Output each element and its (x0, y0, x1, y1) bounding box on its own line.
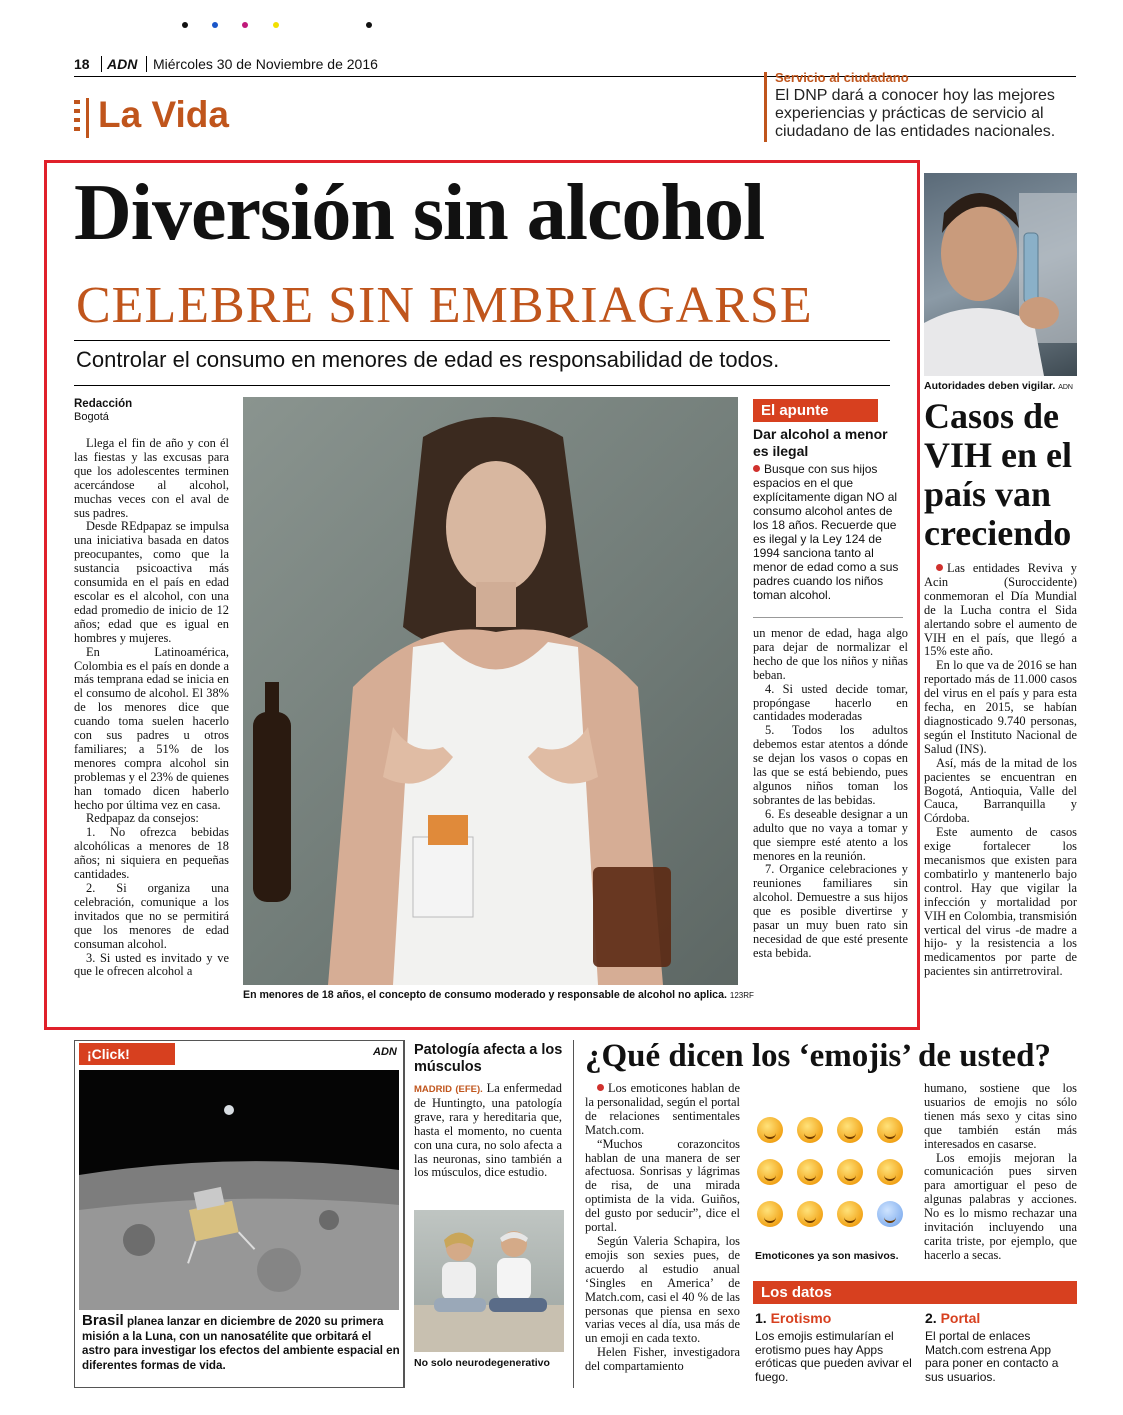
brand-logo: ADN (101, 56, 137, 72)
emoji-caption: Emoticones ya son masivos. (755, 1250, 899, 1262)
issue-date: Miércoles 30 de Noviembre de 2016 (146, 56, 378, 72)
patologia-headline: Patología afecta a los músculos (414, 1042, 563, 1075)
page-number: 18 (74, 56, 90, 72)
vih-photo (924, 173, 1077, 376)
angry-emoji-icon (797, 1201, 823, 1227)
patologia-photo-caption: No solo neurodegenerativo (414, 1357, 550, 1369)
click-text: Brasil planea lanzar en diciembre de 2020 su primera misión a la Luna, con un nanosatélite que orbitará el astro para investigar los efectos del ambiente espacial en diferentes formas de vida. (82, 1312, 400, 1372)
click-brand: ADN (373, 1046, 397, 1058)
emojis-body-col3: humano, sostiene que los usuarios de emojis no sólo tienen más sexo y citas sino que también están más interesados en casarse. Los emojis mejoran la comunicación pues sirven para amortiguar el peso de algunas palabras y acciones. No es lo mismo rechazar una invitación incluyendo una carita triste, por ejemplo, que hacerlo a secas. (924, 1081, 1077, 1262)
main-subheadline: CELEBRE SIN EMBRIAGARSE (76, 277, 813, 334)
tongue-out-emoji-icon (797, 1159, 823, 1185)
dato1-text: Los emojis estimularían el erotismo pues hay Apps eróticas que pueden avivar el fuego. (755, 1329, 912, 1384)
main-deck: Controlar el consumo en menores de edad es responsabilidad de todos. (76, 347, 780, 372)
squinting-emoji-icon (837, 1159, 863, 1185)
main-photo-caption: En menores de 18 años, el concepto de consumo moderado y responsable de alcohol no aplica. 123RF (243, 989, 754, 1001)
main-body-col1: Llega el fin de año y con él las fiestas y las excusas para que los adolescentes terminen acercándose al alcohol, muchas veces con el aval de sus padres. Desde REdpapaz se impulsa una iniciativa basada en datos preocupantes, como que la sustancia psicoactiva más consumida en el país en edad escolar es el alcohol, con una edad promedio de inicio de 12 años; edad que es igual en hombres y mujeres. En Latinoamérica, Colombia es el país en donde a más temprana edad se inicia en el consumo de alcohol. El 38% de los menores dice que cuando toma suelen hacerlo con sus padres u otros familiares; a 51% de los menores compra alcohol sin problemas y el 23% de quienes han tomado dicen haberlo hecho por última vez en casa. Redpapaz da consejos: 1. No ofrezca bebidas alcohólicas a menores de 18 años; ni siquiera en pequeñas cantidades. 2. Si organiza una celebración, comunique a los invitados que no se permitirá que los menores de edad consuman alcohol. 3. Si usted es invitado y ve que le ofrecen alcohol a (74, 436, 229, 979)
dato2-text: El portal de enlaces Match.com estrena App para poner en contacto a sus usuarios. (925, 1329, 1059, 1384)
vih-photo-caption: Autoridades deben vigilar. ADN (924, 380, 1073, 392)
click-tab: ¡Click! (79, 1043, 175, 1065)
sad-emoji-icon (757, 1201, 783, 1227)
emoji-grid (753, 1087, 913, 1247)
service-title: Servicio al ciudadano (775, 70, 909, 85)
vih-headline: Casos de VIH en el país van creciendo (924, 396, 1072, 553)
dato2-heading: 2. Portal (925, 1310, 981, 1326)
winking-emoji-icon (797, 1117, 823, 1143)
dato1-heading: 1. Erotismo (755, 1310, 832, 1326)
byline-location: Bogotá (74, 411, 109, 423)
apunte-tab: El apunte (753, 399, 878, 422)
tired-emoji-icon (877, 1159, 903, 1185)
bullet-icon (597, 1084, 604, 1091)
main-photo (243, 397, 738, 985)
bullet-icon (753, 465, 760, 472)
emojis-body-col1: Los emoticones hablan de la personalidad, según el portal de relaciones sentimentales Match.com. “Muchos corazoncitos hablan de una manera de ser afectuosa. Sonrisas y lágrimas de risa, de una mirada optimista de la vida. Guiños, del gusto por seducir”, dice el portal. Según Valeria Schapira, los emojis son sexies pues, de acuerdo al estudio anual ‘Singles en America’ de Match.com, casi el 40 % de las personas que piensa en sexo varias veces al día, usa más de un emoji en cada texto. Helen Fisher, investigadora del compartamiento (585, 1081, 740, 1374)
registration-mark (242, 22, 248, 28)
woman-refusing-alcohol-illustration (243, 397, 738, 985)
lunar-module-over-moon-illustration (79, 1070, 399, 1310)
service-bar (764, 72, 767, 142)
section-title: La Vida (98, 94, 229, 135)
service-text: El DNP dará a conocer hoy las mejores experiencias y prácticas de servicio al ciudadano de las entidades nacionales. (775, 87, 1056, 140)
apunte-text: Busque con sus hijos espacios en el que explícitamente digan NO al consumo alcohol antes de los 18 años. Recuerde que es ilegal y la Ley 124 de 1994 sanciona tanto al menor de edad como a sus padres cuando los niños toman alcohol. (753, 462, 899, 602)
patologia-photo (414, 1210, 564, 1352)
crying-emoji-icon (837, 1201, 863, 1227)
kissing-emoji-icon (877, 1117, 903, 1143)
registration-mark (273, 22, 279, 28)
section-marker (74, 100, 80, 136)
datos-tab: Los datos (753, 1281, 1077, 1304)
patologia-text: MADRID (EFE). La enfermedad de Huntingto, una patología grave, rara y hereditaria que, hasta el momento, no cuenta con una cura, no solo afecta a las neuronas, sino también a los músculos, dice estudio. (414, 1081, 563, 1180)
registration-mark (212, 22, 218, 28)
bullet-icon (936, 564, 943, 571)
elderly-couple-sitting-illustration (414, 1210, 564, 1352)
emojis-headline: ¿Qué dicen los ‘emojis’ de usted? (585, 1038, 1051, 1074)
smiling-emoji-icon (757, 1117, 783, 1143)
registration-mark (366, 22, 372, 28)
man-inspecting-vial-illustration (924, 173, 1077, 376)
fearful-emoji-icon (877, 1201, 903, 1227)
vih-body: Las entidades Reviva y Acin (Suroccidente) conmemoran el Día Mundial de la Lucha contra el Sida alertando sobre el aumento de VIH en el país, que llegó a 15% este año. En lo que va de 2016 se han reportado más de 11.000 casos del virus en el país y para esta fecha, en 2015, se habían diagnosticado 9.740 personas, según el Instituto Nacional de Salud (INS). Así, más de la mitad de los pacientes se encuentran en Bogotá, Antioquia, Valle del Cauca, Barranquilla y Córdoba. Este aumento de casos exige fortalecer los mecanismos que existen para combatirlo y mantenerlo bajo control. Hay que vigilar la infección y mortalidad por VIH en Colombia, transmisión vertical del virus -de madre a hijo- y la resistencia a los medicamentos por parte de pacientes sin antirretroviral. (924, 561, 1077, 979)
main-body-col3: un menor de edad, haga algo para dejar de normalizar el hecho de que los niños y niñas beban. 4. Si usted decide tomar, propóngase hacerlo en cantidades moderadas 5. Todos los adultos debemos estar atentos a dónde se dejan los vasos o copas en las que se está bebiendo, pues algunos niños toman los sobrantes de las bebidas. 6. Es deseable designar a un adulto que no vaya a tomar y que siempre esté atento a los menores en la reunión. 7. Organice celebraciones y reuniones familiares sin alcohol. Demuestre a sus hijos que es posible divertirse y pasar un muy buen rato sin necesidad de que esté presente esta bebida. (753, 626, 908, 960)
heart-eyes-emoji-icon (837, 1117, 863, 1143)
grinning-emoji-icon (757, 1159, 783, 1185)
byline: Redacción (74, 398, 133, 410)
section-bar (86, 98, 89, 138)
registration-mark (182, 22, 188, 28)
moon-photo (79, 1070, 399, 1310)
apunte-title: Dar alcohol a menor es ilegal (753, 426, 888, 459)
main-headline: Diversión sin alcohol (74, 169, 765, 257)
